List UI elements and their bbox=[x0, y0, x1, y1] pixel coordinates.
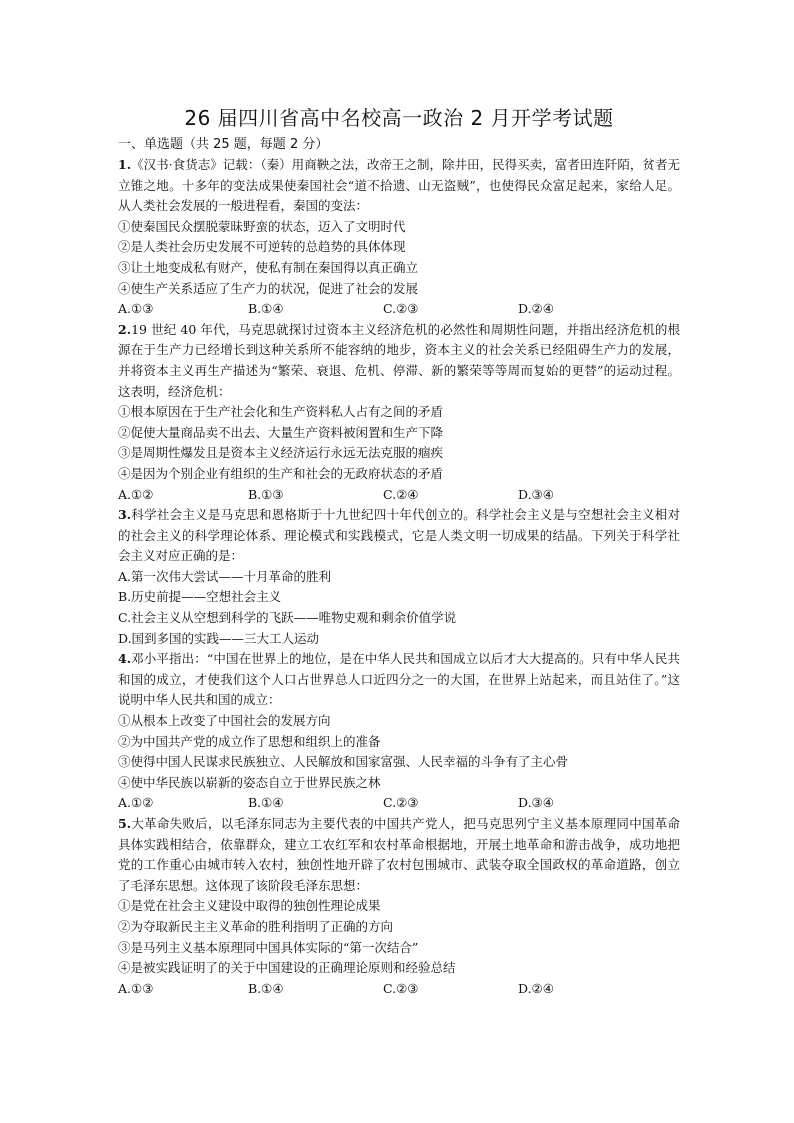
choice-c: C.②③ bbox=[383, 795, 419, 811]
question-number: 1. bbox=[118, 157, 132, 172]
statement-option: ①根本原因在于生产社会化和生产资料私人占有之间的矛盾 bbox=[118, 404, 444, 420]
choice-a: A.①② bbox=[118, 486, 154, 502]
question-number: 4. bbox=[118, 651, 132, 667]
choice-d: D.②④ bbox=[518, 980, 554, 996]
choice-b: B.①④ bbox=[248, 301, 284, 317]
statement-option: ②促使大量商品卖不出去、大量生产资料被闲置和生产下降 bbox=[118, 424, 444, 440]
statement-option: ③是马列主义基本原理同中国具体实际的“第一次结合” bbox=[118, 939, 419, 955]
choice-a: A.第一次伟大尝试——十月革命的胜利 bbox=[118, 568, 332, 584]
answer-choices bbox=[118, 793, 680, 814]
answer-choices bbox=[118, 485, 680, 506]
question-text: 邓小平指出：“中国在世界上的地位，是在中华人民共和国成立以后才大大提高的。只有中华人民共和国的成立，才使我们这个人口占世界总人口近四分之一的大国，在世界上站起来，而且站住了。”这说明中华人民共和国的成立： bbox=[118, 651, 680, 708]
question-5 bbox=[118, 814, 680, 999]
section-heading: 一、单选题（共 25 题，每题 2 分） bbox=[118, 137, 329, 152]
statement-option: ②是人类社会历史发展不可逆转的总趋势的具体体现 bbox=[118, 239, 406, 255]
question-number: 5. bbox=[118, 816, 132, 831]
question-stem bbox=[118, 649, 680, 711]
statement-option: ④使生产关系适应了生产力的状况，促进了社会的发展 bbox=[118, 280, 419, 296]
question-text: 大革命失败后，以毛泽东同志为主要代表的中国共产党人，把马克思列宁主义基本原理同中国革命具体实践相结合，依靠群众，建立工农红军和农村革命根据地，开展土地革命和游击战争，成功地把党的工作重心由城市转入农村，独创性地开辟了农村包围城市、武装夺取全国政权的革命道路，创立了毛泽东思想。这体现了该阶段毛泽东思想： bbox=[118, 816, 680, 893]
question-number: 3. bbox=[118, 507, 132, 523]
statement-option: ④是被实践证明了的关于中国建设的正确理论原则和经验总结 bbox=[118, 960, 456, 976]
choice-b: B.①③ bbox=[248, 486, 284, 502]
statement-option: ①是党在社会主义建设中取得的独创性理论成果 bbox=[118, 898, 381, 914]
statement-option: ①从根本上改变了中国社会的发展方向 bbox=[118, 713, 331, 729]
statement-option: ④使中华民族以崭新的姿态自立于世界民族之林 bbox=[118, 774, 381, 790]
choice-c: C.②③ bbox=[383, 301, 419, 317]
question-stem bbox=[118, 814, 680, 896]
question-2 bbox=[118, 320, 680, 505]
choice-d: D.③④ bbox=[518, 486, 554, 502]
choice-c: C.②③ bbox=[383, 980, 419, 996]
choice-b: B.①④ bbox=[248, 980, 284, 996]
answer-choices bbox=[118, 979, 680, 1000]
exam-title: 26 届四川省高中名校高一政治 2 月开学考试题 bbox=[184, 106, 614, 130]
statement-option: ③是周期性爆发且是资本主义经济运行永远无法克服的痼疾 bbox=[118, 445, 444, 461]
choice-c: C.社会主义从空想到科学的飞跃——唯物史观和剩余价值学说 bbox=[118, 610, 457, 626]
answer-choices bbox=[118, 299, 680, 320]
choice-a: A.①② bbox=[118, 795, 154, 811]
question-text: 19 世纪 40 年代，马克思就探讨过资本主义经济危机的必然性和周期性问题，并指出经济危机的根源在于生产力已经增长到这种关系所不能容纳的地步，资本主义的社会关系已经阻碍生产力的发展，并将资本主义再生产描述为“繁荣、衰退、危机、停滞、新的繁荣等等周而复始的更替”的运动过程。这表明，经济危机： bbox=[118, 321, 680, 399]
statement-option: ②为夺取新民主主义革命的胜利指明了正确的方向 bbox=[118, 918, 394, 934]
question-text: 科学社会主义是马克思和恩格斯于十九世纪四十年代创立的。科学社会主义是与空想社会主义相对的社会主义的科学理论体系、理论模式和实践模式，它是人类文明一切成果的结晶。下列关于科学社会主义对应正确的是： bbox=[118, 507, 680, 564]
choice-d: D.③④ bbox=[518, 795, 554, 811]
statement-option: ②为中国共产党的成立作了思想和组织上的准备 bbox=[118, 733, 381, 749]
statement-option: ①使秦国民众摆脱蒙昧野蛮的状态，迈入了文明时代 bbox=[118, 218, 406, 234]
question-stem bbox=[118, 505, 680, 567]
choice-c: C.②④ bbox=[383, 486, 419, 502]
exam-page bbox=[118, 104, 680, 999]
choice-a: A.①③ bbox=[118, 301, 154, 317]
question-stem bbox=[118, 155, 680, 217]
choice-d: D.国到多国的实践——三大工人运动 bbox=[118, 630, 320, 646]
question-number: 2. bbox=[118, 321, 132, 337]
question-text: 《汉书·食货志》记载：（秦）用商鞅之法，改帝王之制，除井田，民得买卖，富者田连阡陌，贫者无立锥之地。十多年的变法成果使秦国社会“道不拾遗、山无盗贼”，也使得民众富足起来，家给人足。从人类社会发展的一般进程看，秦国的变法： bbox=[118, 157, 680, 214]
choice-a: A.①③ bbox=[118, 980, 154, 996]
choice-b: B.①④ bbox=[248, 795, 284, 811]
question-3 bbox=[118, 505, 680, 649]
choice-d: D.②④ bbox=[518, 301, 554, 317]
statement-option: ③使得中国人民谋求民族独立、人民解放和国家富强、人民幸福的斗争有了主心骨 bbox=[118, 754, 569, 770]
question-4 bbox=[118, 649, 680, 814]
question-1 bbox=[118, 155, 680, 320]
statement-option: ④是因为个别企业有组织的生产和社会的无政府状态的矛盾 bbox=[118, 465, 444, 481]
choice-b: B.历史前提——空想社会主义 bbox=[118, 589, 282, 605]
statement-option: ③让土地变成私有财产，使私有制在秦国得以真正确立 bbox=[118, 259, 419, 275]
question-stem bbox=[118, 320, 680, 402]
